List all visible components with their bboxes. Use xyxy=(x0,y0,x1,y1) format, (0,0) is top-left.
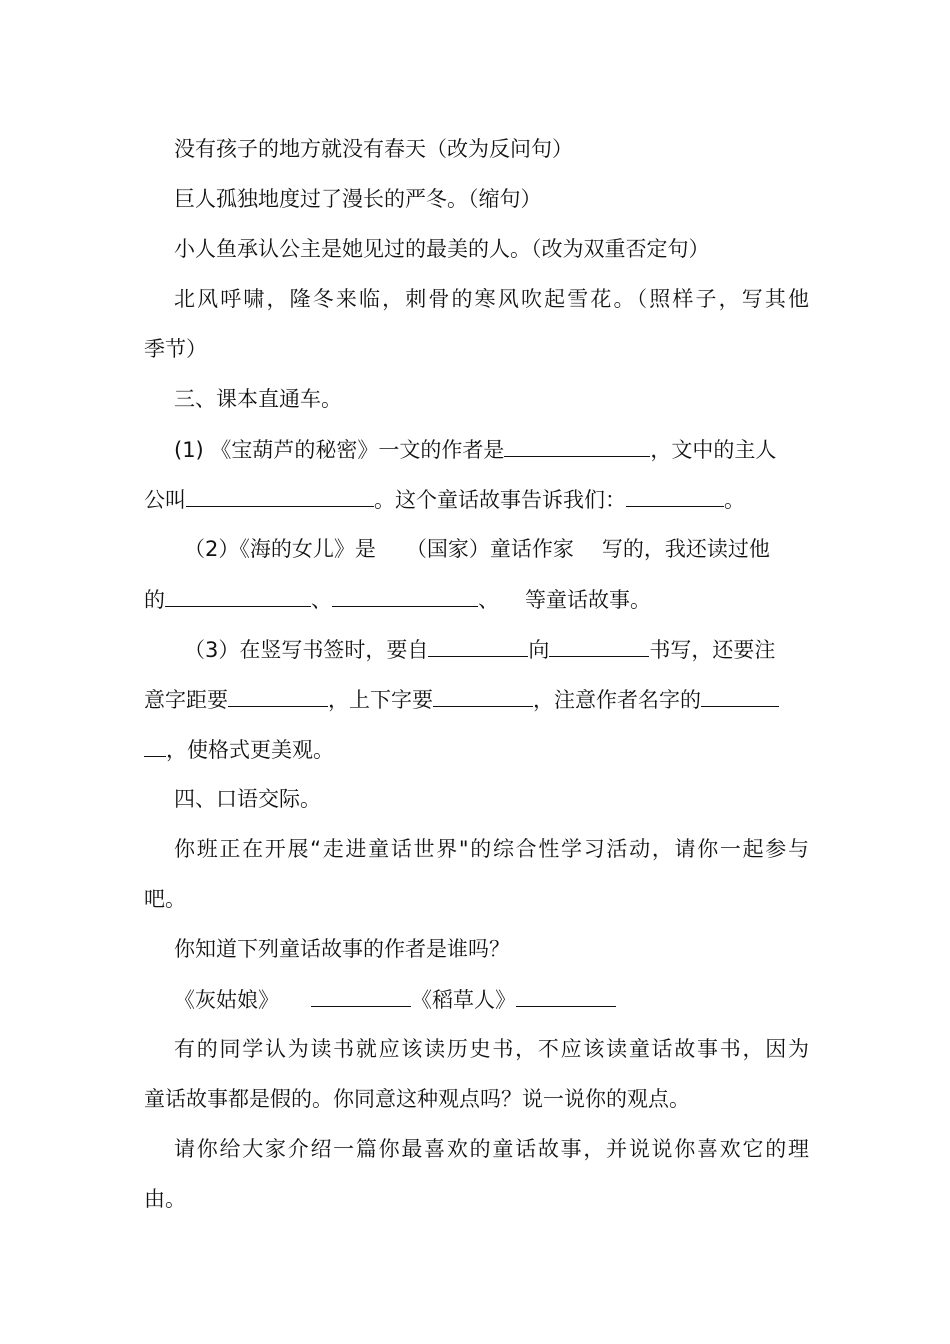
answer-blank[interactable] xyxy=(311,984,411,1007)
question-text: （国家）童话作家 xyxy=(405,537,574,561)
question-3-line-2 xyxy=(144,684,809,714)
text-line: 吧。 xyxy=(144,887,186,911)
question-text: ，文中的主人 xyxy=(650,438,777,462)
question-1-line-1 xyxy=(144,434,809,464)
section-heading: 四、口语交际。 xyxy=(174,787,321,811)
question-text: （3）在竖写书签时，要自 xyxy=(184,638,429,662)
question-3-line-1 xyxy=(144,634,809,664)
question-text: ，注意作者名字的 xyxy=(533,688,701,712)
answer-blank[interactable] xyxy=(428,634,528,657)
question-text: 、 xyxy=(311,588,332,612)
question-text: 向 xyxy=(528,638,550,662)
text-line: 季节） xyxy=(144,337,207,361)
question-1-line-2 xyxy=(144,484,809,514)
question-text: 的 xyxy=(144,588,165,612)
answer-blank[interactable] xyxy=(228,684,328,707)
answer-blank[interactable] xyxy=(165,584,311,607)
question-text: 书写，还要注 xyxy=(649,638,776,662)
question-text: 公叫 xyxy=(144,488,186,512)
answer-blank[interactable] xyxy=(516,984,616,1007)
question-text: 写的，我还读过他 xyxy=(601,537,770,561)
question-2-line-1 xyxy=(144,534,809,564)
question-2-line-2 xyxy=(144,584,809,614)
text-line: 你班正在开展“走进童话世界"的综合性学习活动，请你一起参与 xyxy=(174,837,809,861)
text-line: 请你给大家介绍一篇你最喜欢的童话故事，并说说你喜欢它的理 xyxy=(174,1137,809,1161)
answer-blank[interactable] xyxy=(701,684,779,707)
answer-blank[interactable] xyxy=(549,634,649,657)
answer-blank[interactable] xyxy=(186,484,374,507)
question-text: 。这个童话故事告诉我们： xyxy=(374,488,626,512)
answer-blank[interactable] xyxy=(144,734,166,757)
question-text: 等童话故事。 xyxy=(525,588,651,612)
text-line: 你知道下列童话故事的作者是谁吗？ xyxy=(174,937,510,961)
text-line: 没有孩子的地方就没有春天（改为反问句） xyxy=(174,137,573,161)
book-title: 《稻草人》 xyxy=(411,988,516,1012)
author-question-line xyxy=(144,984,809,1014)
text-line: 巨人孤独地度过了漫长的严冬。（缩句） xyxy=(174,187,542,211)
text-line: 有的同学认为读书就应该读历史书，不应该读童话故事书，因为 xyxy=(174,1037,809,1061)
question-text: 、 xyxy=(478,588,499,612)
question-text: ，上下字要 xyxy=(328,688,433,712)
question-text: (1) 《宝葫芦的秘密》一文的作者是 xyxy=(174,438,505,462)
answer-blank[interactable] xyxy=(504,434,650,457)
answer-blank[interactable] xyxy=(433,684,533,707)
text-line: 由。 xyxy=(144,1187,186,1211)
question-text: （2）《海的女儿》是 xyxy=(184,537,376,561)
answer-blank[interactable] xyxy=(626,484,724,507)
section-heading: 三、课本直通车。 xyxy=(174,387,342,411)
text-line: 小人鱼承认公主是她见过的最美的人。（改为双重否定句） xyxy=(174,237,710,261)
text-line: 童话故事都是假的。你同意这种观点吗？说一说你的观点。 xyxy=(144,1087,690,1111)
answer-blank[interactable] xyxy=(332,584,478,607)
question-3-line-3 xyxy=(144,734,809,764)
question-text: ，使格式更美观。 xyxy=(166,738,334,762)
text-line: 北风呼啸，隆冬来临，刺骨的寒风吹起雪花。（照样子，写其他 xyxy=(174,287,809,311)
question-text: 意字距要 xyxy=(144,688,228,712)
question-text: 。 xyxy=(724,488,745,512)
book-title: 《灰姑娘》 xyxy=(174,988,279,1012)
